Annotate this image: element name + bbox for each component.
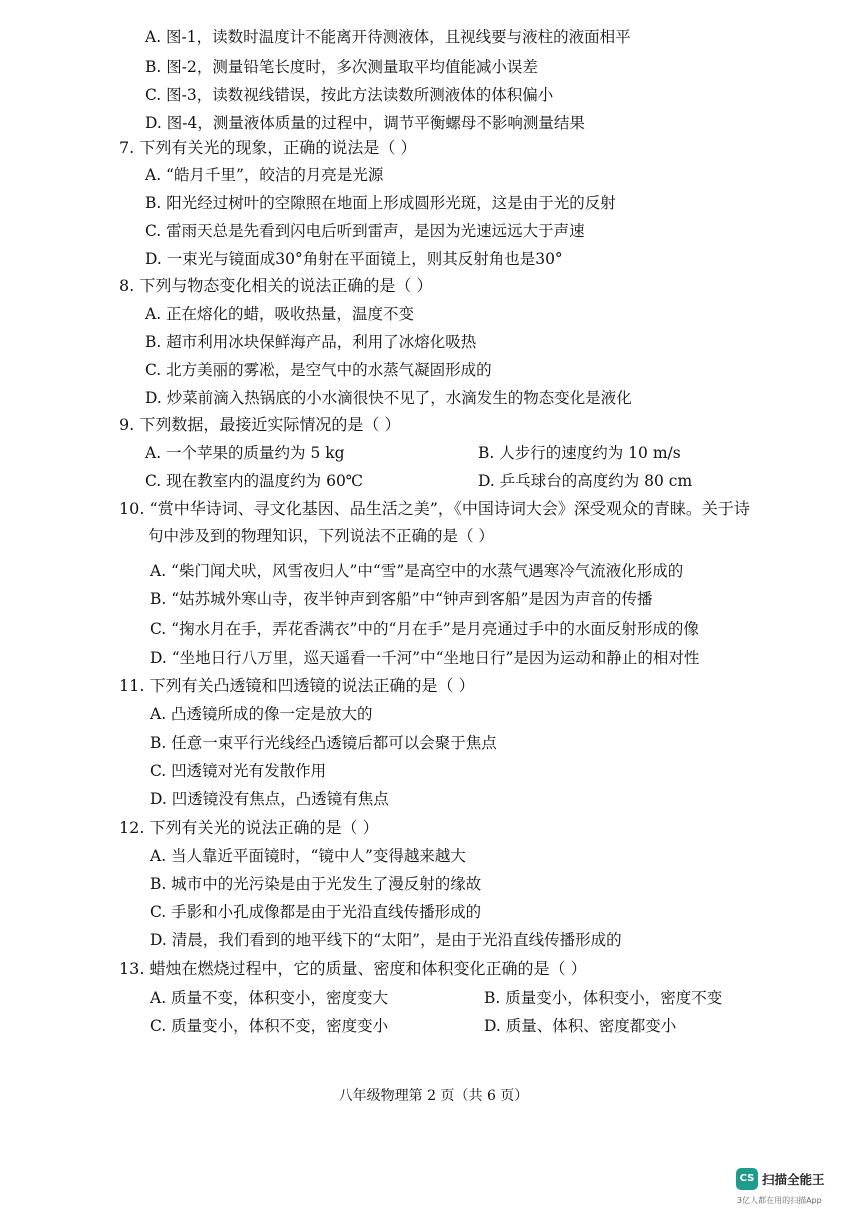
q10-option-a: A. “柴门闻犬吠，风雪夜归人”中“雪”是高空中的水蒸气遇寒冷气流液化形成的 bbox=[150, 562, 684, 580]
q11-option-d: D. 凹透镜没有焦点，凸透镜有焦点 bbox=[150, 790, 389, 808]
q10-option-d: D. “坐地日行八万里，巡天遥看一千河”中“坐地日行”是因为运动和静止的相对性 bbox=[150, 649, 700, 667]
q12-option-c: C. 手影和小孔成像都是由于光沿直线传播形成的 bbox=[150, 903, 482, 921]
q7-option-b: B. 阳光经过树叶的空隙照在地面上形成圆形光斑，这是由于光的反射 bbox=[145, 194, 616, 212]
q9-option-d: D. 乒乓球台的高度约为 80 cm bbox=[478, 472, 693, 490]
q8-option-c: C. 北方美丽的雾凇，是空气中的水蒸气凝固形成的 bbox=[145, 361, 492, 379]
q7-stem: 7. 下列有关光的现象，正确的说法是（ ） bbox=[119, 138, 417, 157]
q10-stem-line1: 10. “赏中华诗词、寻文化基因、品生活之美”，《中国诗词大会》深受观众的青睐。关于诗 bbox=[119, 499, 750, 518]
q7-option-d: D. 一束光与镜面成30°角射在平面镜上，则其反射角也是30° bbox=[145, 250, 563, 268]
page-footer: 八年级物理第 2 页（共 6 页） bbox=[338, 1088, 529, 1104]
q6-option-c: C. 图-3，读数视线错误，按此方法读数所测液体的体积偏小 bbox=[145, 86, 554, 104]
q12-option-d: D. 清晨，我们看到的地平线下的“太阳”，是由于光沿直线传播形成的 bbox=[150, 931, 622, 949]
q11-option-a: A. 凸透镜所成的像一定是放大的 bbox=[150, 705, 373, 723]
q6-option-b: B. 图-2，测量铅笔长度时，多次测量取平均值能减小误差 bbox=[145, 58, 538, 76]
q9-option-a: A. 一个苹果的质量约为 5 kg bbox=[145, 444, 345, 462]
q8-stem: 8. 下列与物态变化相关的说法正确的是（ ） bbox=[119, 276, 433, 295]
q12-stem: 12. 下列有关光的说法正确的是（ ） bbox=[119, 818, 379, 837]
q9-option-c: C. 现在教室内的温度约为 60℃ bbox=[145, 472, 364, 490]
camscanner-brand: 扫描全能王 bbox=[762, 1172, 825, 1187]
q10-option-b: B. “姑苏城外寒山寺，夜半钟声到客船”中“钟声到客船”是因为声音的传播 bbox=[150, 590, 653, 608]
camscanner-slogan: 3亿人都在用的扫描App bbox=[737, 1196, 822, 1205]
q8-option-d: D. 炒菜前滴入热锅底的小水滴很快不见了，水滴发生的物态变化是液化 bbox=[145, 389, 632, 407]
q9-option-b: B. 人步行的速度约为 10 m/s bbox=[478, 444, 681, 462]
q7-option-c: C. 雷雨天总是先看到闪电后听到雷声，是因为光速远远大于声速 bbox=[145, 222, 585, 240]
q13-option-d: D. 质量、体积、密度都变小 bbox=[484, 1017, 677, 1035]
q11-option-b: B. 任意一束平行光线经凸透镜后都可以会聚于焦点 bbox=[150, 734, 497, 752]
q11-option-c: C. 凹透镜对光有发散作用 bbox=[150, 762, 327, 780]
q12-option-a: A. 当人靠近平面镜时，“镜中人”变得越来越大 bbox=[150, 847, 466, 865]
q6-option-a: A. 图-1，读数时温度计不能离开待测液体，且视线要与液柱的液面相平 bbox=[145, 28, 631, 46]
q11-stem: 11. 下列有关凸透镜和凹透镜的说法正确的是（ ） bbox=[119, 676, 475, 695]
q13-option-b: B. 质量变小，体积变小，密度不变 bbox=[484, 989, 723, 1007]
q8-option-a: A. 正在熔化的蜡，吸收热量，温度不变 bbox=[145, 305, 415, 323]
q10-option-c: C. “掬水月在手，弄花香满衣”中的“月在手”是月亮通过手中的水面反射形成的像 bbox=[150, 620, 699, 638]
q13-option-a: A. 质量不变，体积变小，密度变大 bbox=[150, 989, 389, 1007]
q8-option-b: B. 超市利用冰块保鲜海产品，利用了冰熔化吸热 bbox=[145, 333, 477, 351]
q12-option-b: B. 城市中的光污染是由于光发生了漫反射的缘故 bbox=[150, 875, 482, 893]
q9-stem: 9. 下列数据，最接近实际情况的是（ ） bbox=[119, 415, 401, 434]
q13-stem: 13. 蜡烛在燃烧过程中，它的质量、密度和体积变化正确的是（ ） bbox=[119, 959, 587, 978]
q13-option-c: C. 质量变小，体积不变，密度变小 bbox=[150, 1017, 389, 1035]
q7-option-a: A. “皓月千里”，皎洁的月亮是光源 bbox=[145, 166, 384, 184]
q10-stem-line2: 句中涉及到的物理知识，下列说法不正确的是（ ） bbox=[148, 527, 494, 545]
q6-option-d: D. 图-4，测量液体质量的过程中，调节平衡螺母不影响测量结果 bbox=[145, 114, 585, 132]
camscanner-logo-icon: CS bbox=[736, 1168, 758, 1190]
